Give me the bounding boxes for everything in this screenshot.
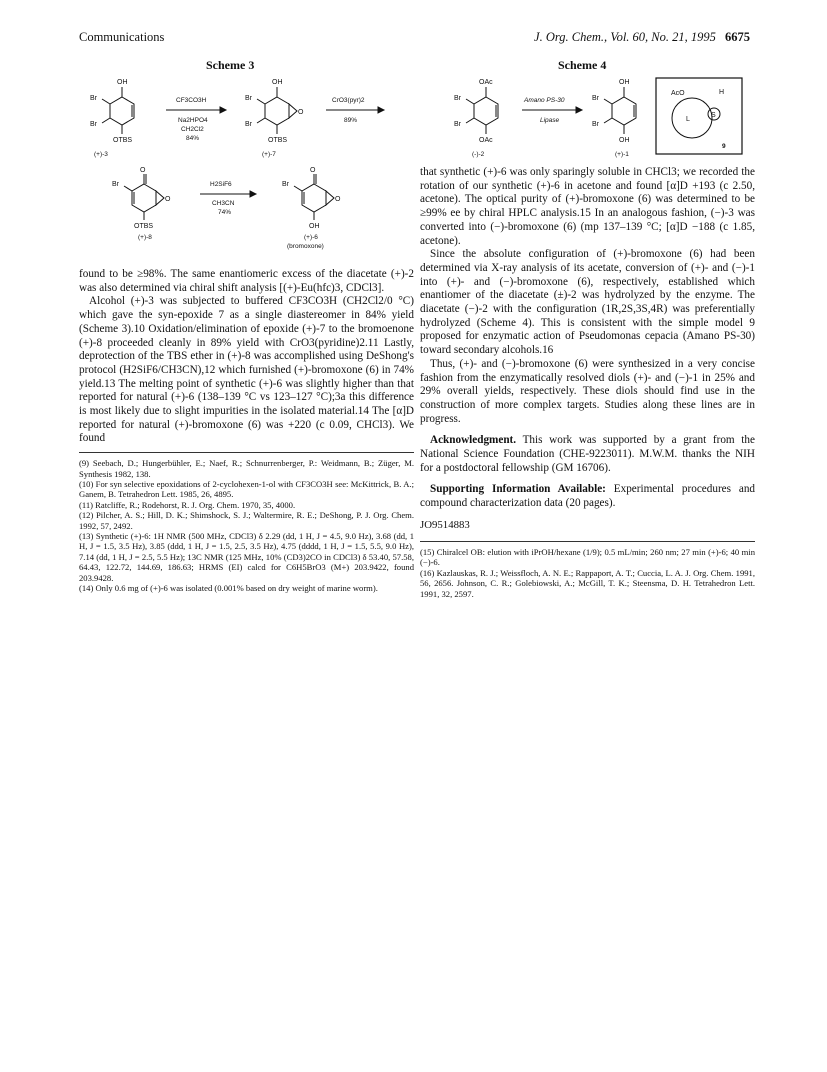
model-S: S <box>711 112 716 119</box>
cmp1-oh-bottom: OH <box>619 137 630 144</box>
reagent-yield-74: 74% <box>218 209 232 216</box>
page-number: 6675 <box>725 30 750 44</box>
footnote-16: (16) Kazlauskas, R. J.; Weissfloch, A. N. E.; Rappaport, A. T.; Cuccia, L. A. J. Org. Chem. 1991, 56, 2656. Johnson, C. R.; Golebiowski, A.; McGill, T. K.; Steensma, D. H. Tetrahedron Lett. 1991, 32, 2597. <box>420 567 755 599</box>
reagent-ch2cl2: CH2Cl2 <box>181 126 204 133</box>
cmp7-br2: Br <box>245 121 252 128</box>
model-acO: AcO <box>671 90 685 97</box>
left-column <box>79 268 414 593</box>
reagent-cro3pyr2: CrO3(pyr)2 <box>332 97 365 104</box>
acknowledgment-heading: Acknowledgment. <box>430 434 517 447</box>
scheme-4-diagram <box>446 72 776 172</box>
reagent-ch3cn: CH3CN <box>212 200 235 207</box>
footnote-15: (15) Chiralcel OB: elution with iPrOH/hexane (1/9); 0.5 mL/min; 260 nm; 27 min (+)-6; 40 min (−)-6. <box>420 546 755 568</box>
supporting-heading: Supporting Information Available: <box>430 483 606 496</box>
cmp7-br1: Br <box>245 95 252 102</box>
cmp6-ketone-o: O <box>310 167 316 174</box>
cmp8-label: (+)-8 <box>138 234 152 241</box>
cmp7-oh: OH <box>272 79 283 86</box>
model-9-label: 9 <box>722 143 726 150</box>
cmp8-otbs: OTBS <box>134 223 154 230</box>
reagent-yield-89: 89% <box>344 117 358 124</box>
cmp2-oac-top: OAc <box>479 79 493 86</box>
scheme-3-diagram <box>82 72 412 268</box>
reagent-lipase: Lipase <box>540 117 560 124</box>
compound-3-structure <box>102 87 134 134</box>
right-paragraph-1: that synthetic (+)-6 was only sparingly soluble in CHCl3; we recorded the rotation of our synthetic (+)-6 in acetone and found [α]D +193 (c 2.50, acetone). The optical purity of (+)-bromoxone (6) was determined to be ≥99% ee by chiral HPLC analysis.15 In an analogous fashion, (−)-3 was converted into (−)-bromoxone (6) (mp 137–139 °C; [α]D −188 (c 1.85, acetone). <box>420 166 755 247</box>
reagent-amano: Amano PS-30 <box>524 97 565 104</box>
cmp6-name: (bromoxone) <box>287 243 324 250</box>
cmp6-oh: OH <box>309 223 320 230</box>
cmp6-epoxide-o: O <box>335 196 341 203</box>
cmp2-oac-bottom: OAc <box>479 137 493 144</box>
running-header-section: Communications <box>79 30 165 44</box>
right-paragraph-2: Since the absolute configuration of (+)-bromoxone (6) had been determined via X-ray analysis of its acetate, conversion of (+)- and (−)-1 into (+)- and (−)-bromoxone (6), respectively, established which enantiomer of the diacetate (±)-2 was hydrolyzed by the enzyme. The diacetate (−)-2 with the configuration (1R,2S,3S,4R) was preferentially hydrolyzed (Scheme 4). This is consistent with the simple model 9 proposed for enzymatic action of Pseudomonas cepacia (Amano PS-30) toward secondary alcohols.16 <box>420 248 755 357</box>
reagent-h2sif6: H2SiF6 <box>210 181 232 188</box>
cmp2-br2: Br <box>454 121 461 128</box>
journal-name: J. Org. Chem., <box>534 30 608 44</box>
supporting-information <box>420 483 755 510</box>
cmp3-oh: OH <box>117 79 128 86</box>
cmp3-otbs: OTBS <box>113 137 133 144</box>
reagent-cf3co3h: CF3CO3H <box>176 97 207 104</box>
cmp3-label: (+)-3 <box>94 151 108 158</box>
compound-6-structure <box>294 174 334 220</box>
footnote-14: (14) Only 0.6 mg of (+)-6 was isolated (0.001% based on dry weight of marine worm). <box>79 583 378 594</box>
cmp1-br2: Br <box>592 121 599 128</box>
cmp7-epoxide-o: O <box>298 109 304 116</box>
cmp8-br: Br <box>112 181 119 188</box>
journal-volume: Vol. 60, No. 21, 1995 <box>610 30 716 44</box>
cmp1-br1: Br <box>592 95 599 102</box>
cmp6-br: Br <box>282 181 289 188</box>
cmp1-oh-top: OH <box>619 79 630 86</box>
supporting-text: Experimental procedures and compound characterization data (20 pages). <box>420 483 756 510</box>
reagent-yield-84: 84% <box>186 135 200 142</box>
running-header-citation <box>534 30 750 45</box>
scheme-3-title: Scheme 3 <box>206 58 255 72</box>
cmp8-epoxide-o: O <box>165 196 171 203</box>
manuscript-code: JO9514883 <box>420 518 470 531</box>
footnote-12: (12) Pilcher, A. S.; Hill, D. K.; Shimshock, S. J.; Waltermire, R. E.; DeShong, P. J. Org. Chem. 1992, 57, 2492. <box>79 510 414 531</box>
compound-8-structure <box>124 174 164 220</box>
footnote-10: (10) For syn selective epoxidations of 2-cyclohexen-1-ol with CF3CO3H see: McKittrick, B. A.; Ganem, B. Tetrahedron Lett. 1985, 26, 4895. <box>79 478 414 500</box>
footnote-divider-left <box>79 452 414 453</box>
acknowledgment <box>420 434 755 475</box>
compound-1-structure <box>604 87 636 134</box>
cmp2-br1: Br <box>454 95 461 102</box>
cmp6-label: (+)-6 <box>304 234 318 241</box>
footnote-13: (13) Synthetic (+)-6: 1H NMR (500 MHz, CDCl3) δ 2.29 (dd, 1 H, J = 4.5, 9.0 Hz), 3.68 (dd, 1 H, J = 1.5, 3.5 Hz), 3.85 (ddd, 1 H, J = 1.5, 2.5, 3.5 Hz), 4.75 (dddd, 1 H, J = 1.5, 5.5, 9.0 Hz), 7.14 (dd, 1 H, J = 2.5, 5.5 Hz); 13C NMR (125 MHz, 10% (CD3)2CO in CDCl3) δ 53.40, 57.58, 64.43, 122.72, 144.69, 186.63; HRMS (EI) calcd for C6H5BrO3 (M+) 203.9422, found 203.9428. <box>79 530 414 583</box>
cmp1-label: (+)-1 <box>615 151 629 158</box>
cmp2-label: (-)-2 <box>472 151 485 158</box>
model-L: L <box>686 116 690 123</box>
compound-7-structure <box>257 87 297 134</box>
scheme-4-title: Scheme 4 <box>558 58 607 72</box>
footnote-11: (11) Ratcliffe, R.; Rodehorst, R. J. Org. Chem. 1970, 35, 4000. <box>79 499 296 510</box>
model-9-box <box>656 78 742 154</box>
cmp7-otbs: OTBS <box>268 137 288 144</box>
right-column <box>420 166 755 599</box>
cmp3-br2: Br <box>90 121 97 128</box>
cmp7-label: (+)-7 <box>262 151 276 158</box>
footnote-divider-right <box>420 541 755 542</box>
right-paragraph-3: Thus, (+)- and (−)-bromoxone (6) were synthesized in a very concise fashion from the enzymatically resolved diols (+)- and (−)-1 in 25% and 29% overall yields, respectively. These diols should find use in the construction of more complex targets. Studies along these lines are in progress. <box>420 357 755 425</box>
left-paragraph-2: Alcohol (+)-3 was subjected to buffered CF3CO3H (CH2Cl2/0 °C) which gave the syn-epoxide 7 as a single diastereomer in 84% yield (Scheme 3).10 Oxidation/elimination of epoxide (+)-7 to the bromoenone (+)-8 proceeded cleanly in 89% yield with CrO3(pyridine)2.11 Lastly, deprotection of the TBS ether in (+)-8 was accomplished using DeShong's protocol (H2SiF6/CH3CN),12 which furnished (+)-bromoxone (6) in 74% yield.13 The melting point of synthetic (+)-6 was slightly higher than that reported for natural (+)-6 (138–139 °C vs 123–127 °C);3a this difference is most likely due to slight impurities in the isolated material.14 The [α]D reported for natural (+)-bromoxone (6) was +220 (c 0.09, CHCl3). We found <box>79 295 414 445</box>
acknowledgment-text: This work was supported by a grant from the National Science Foundation (CHE-9223011). M.W.M. thanks the NIH for a postdoctoral fellowship (GM 16706). <box>420 434 755 474</box>
cmp8-ketone-o: O <box>140 167 146 174</box>
reagent-na2hpo4: Na2HPO4 <box>178 117 208 124</box>
cmp3-br1: Br <box>90 95 97 102</box>
model-H: H <box>719 89 725 96</box>
footnote-9: (9) Seebach, D.; Hungerbühler, E.; Naef, R.; Schnurrenberger, P.: Weidmann, B.; Züger, M. Synthesis 1982, 138. <box>79 458 414 479</box>
left-paragraph-1: found to be ≥98%. The same enantiomeric excess of the diacetate (+)-2 was also determined via chiral shift analysis [(+)-Eu(hfc)3, CDCl3]. <box>79 268 414 294</box>
compound-2-structure <box>466 87 498 134</box>
